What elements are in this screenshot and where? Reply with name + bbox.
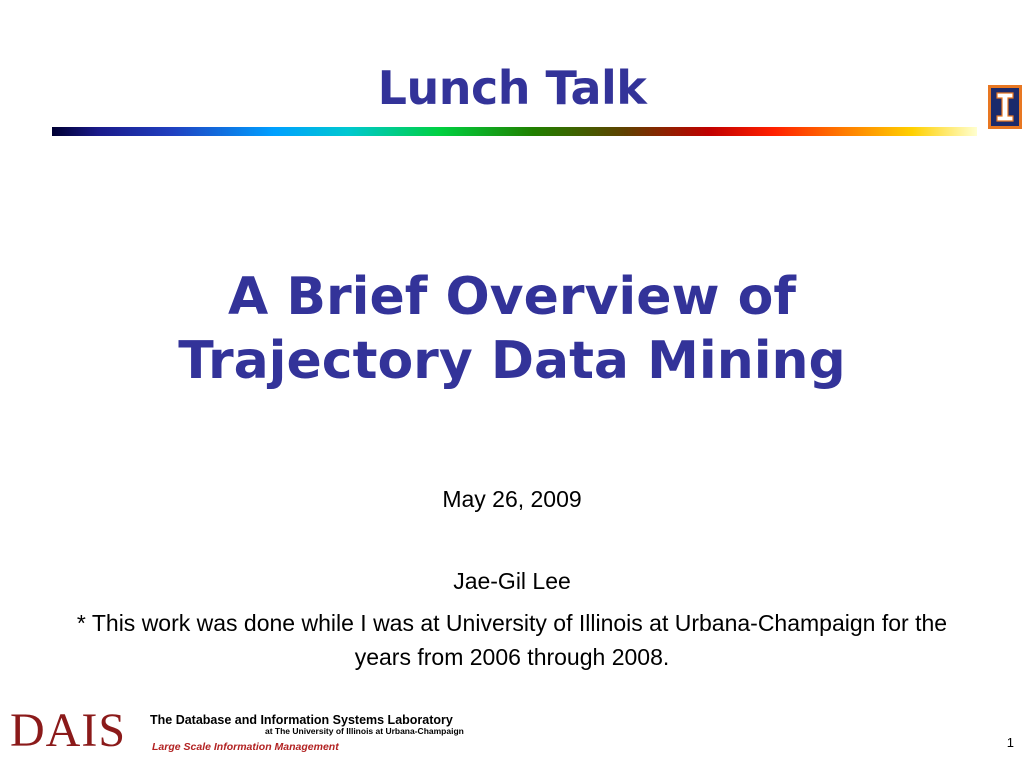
slide-header-title: Lunch Talk	[377, 61, 647, 115]
dais-lab-name: The Database and Information Systems Laboratory	[150, 713, 453, 727]
slide-main-title	[0, 265, 1024, 393]
affiliation-note: * This work was done while I was at University of Illinois at Urbana-Champaign for the years from 2006 through 2008.	[76, 610, 948, 670]
dais-logo-word: DAIS	[10, 704, 127, 757]
main-title-line-2: Trajectory Data Mining	[178, 331, 846, 391]
main-title-line-1: A Brief Overview of	[228, 267, 796, 327]
illinois-block-i-icon	[988, 85, 1022, 129]
dais-lab-affiliation: at The University of Illinois at Urbana-Champaign	[265, 726, 464, 736]
rainbow-divider	[52, 127, 977, 136]
dais-tagline: Large Scale Information Management	[152, 741, 339, 753]
author-name: Jae-Gil Lee	[453, 568, 571, 594]
presentation-date: May 26, 2009	[442, 486, 582, 512]
dais-logo	[10, 703, 490, 759]
page-number: 1	[1006, 735, 1014, 750]
